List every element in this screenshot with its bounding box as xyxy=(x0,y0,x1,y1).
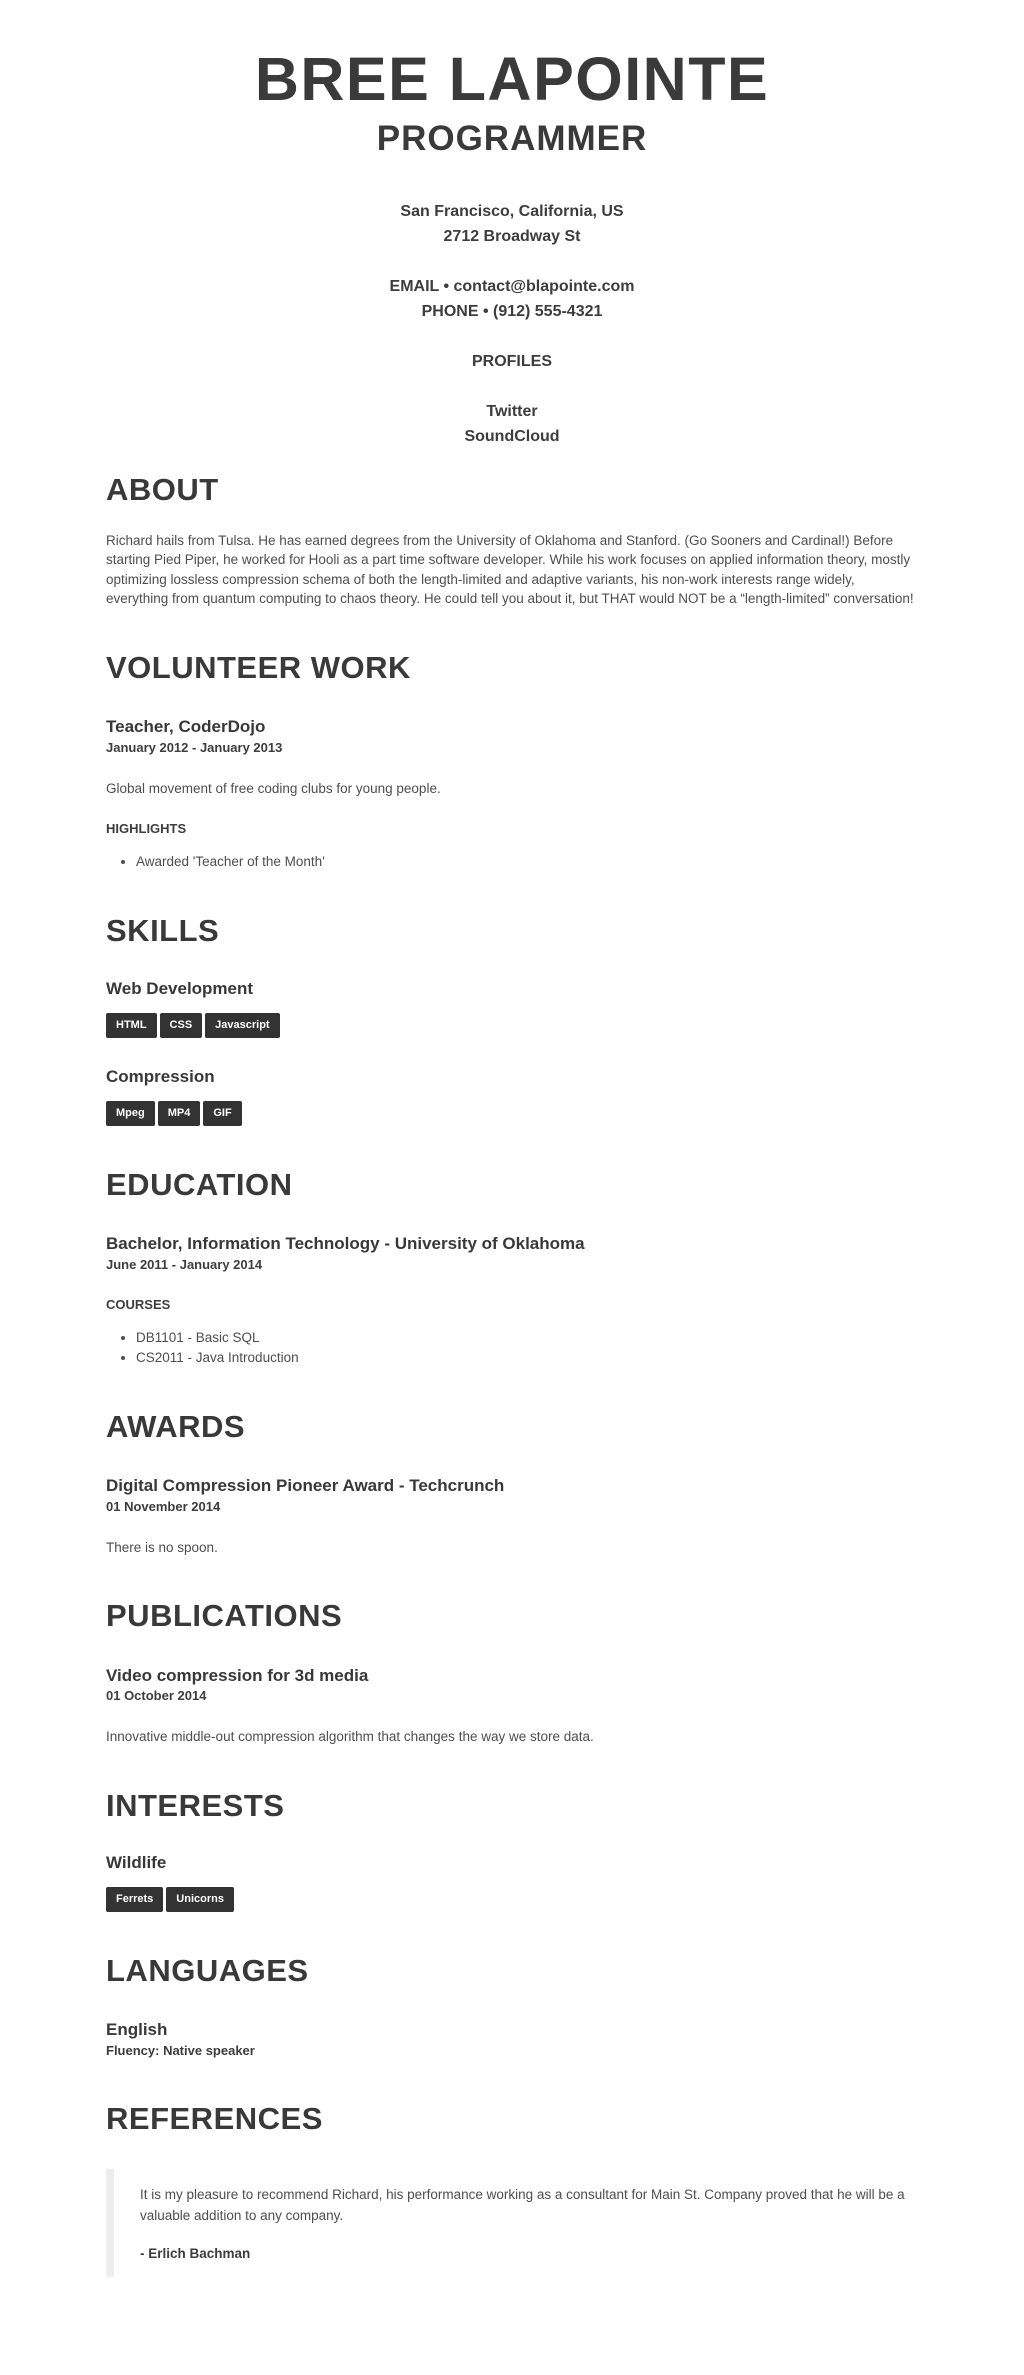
course-item: • DB1101 - Basic SQL xyxy=(136,1328,918,1348)
publication-name: Video compression for 3d media xyxy=(106,1665,369,1685)
interest-group-name: Wildlife xyxy=(106,1853,167,1873)
section-volunteer-work xyxy=(106,649,918,873)
skill-keywords xyxy=(106,1101,918,1126)
section-languages xyxy=(106,1952,918,2060)
skills-title: SKILLS xyxy=(106,913,220,949)
skill-keyword-tag: CSS xyxy=(160,1013,203,1038)
candidate-name: BREE LAPOINTE xyxy=(254,45,770,113)
address-lines xyxy=(106,199,918,249)
courses-list xyxy=(106,1328,918,1368)
highlights-list xyxy=(106,852,918,872)
education-title: EDUCATION xyxy=(106,1166,293,1202)
education-degree: Bachelor, Information Technology - University of Oklahoma xyxy=(106,1233,585,1253)
skill-keyword-tag: MP4 xyxy=(158,1101,201,1126)
volunteer-summary: Global movement of free coding clubs for young people. xyxy=(106,780,441,796)
skill-keywords xyxy=(106,1013,918,1038)
volunteer-position: Teacher, CoderDojo xyxy=(106,716,266,736)
skill-keyword-tag: GIF xyxy=(203,1101,241,1126)
highlight-item: • Awarded 'Teacher of the Month' xyxy=(136,852,918,872)
contact-block xyxy=(106,199,918,449)
volunteer-dates: January 2012 - January 2013 xyxy=(106,739,283,755)
languages-title: LANGUAGES xyxy=(106,1953,309,1989)
publications-title: PUBLICATIONS xyxy=(106,1598,343,1634)
volunteer-title: VOLUNTEER WORK xyxy=(106,649,411,685)
language-fluency: Fluency: Native speaker xyxy=(106,2043,255,2059)
publication-summary: Innovative middle-out compression algorithm that changes the way we store data. xyxy=(106,1729,594,1745)
award-summary: There is no spoon. xyxy=(106,1539,218,1555)
awards-title: AWARDS xyxy=(106,1408,246,1444)
candidate-role: PROGRAMMER xyxy=(376,119,648,159)
email-line: EMAIL • contact@blapointe.com xyxy=(389,278,635,296)
reference-quote-text: It is my pleasure to recommend Richard, his performance working as a consultant for Main St. Company proved that he will be a valuable addition to any company. xyxy=(140,2187,905,2223)
award-date: 01 November 2014 xyxy=(106,1498,221,1514)
skill-keyword-tag: HTML xyxy=(106,1013,157,1038)
section-education xyxy=(106,1166,918,1368)
profile-link-soundcloud[interactable]: SoundCloud xyxy=(464,428,560,446)
skill-keyword-tag: Javascript xyxy=(205,1013,279,1038)
skill-group-name: Web Development xyxy=(106,978,254,998)
section-awards xyxy=(106,1408,918,1558)
interests-title: INTERESTS xyxy=(106,1788,285,1824)
profiles-list xyxy=(106,399,918,449)
about-text: Richard hails from Tulsa. He has earned degrees from the University of Oklahoma and Stanford. (Go Sooners and Cardinal!) Before starting Pied Piper, he worked for Hooli as a part time software developer. While his work focuses on applied information theory, mostly optimizing lossless compression schema of both the length-limited and adaptive variants, his non-work interests range widely, everything from quantum computing to chaos theory. He could tell you about it, but THAT would NOT be a “length-limited” conversation! xyxy=(106,532,914,607)
interest-keywords xyxy=(106,1887,918,1912)
highlights-label: HIGHLIGHTS xyxy=(106,821,187,837)
skill-keyword-tag: Mpeg xyxy=(106,1101,155,1126)
about-title: ABOUT xyxy=(106,472,219,508)
references-title: REFERENCES xyxy=(106,2101,323,2137)
interest-keyword-tag: Unicorns xyxy=(166,1887,234,1912)
profile-link-twitter[interactable]: Twitter xyxy=(486,403,538,421)
courses-label: COURSES xyxy=(106,1296,171,1312)
resume-page xyxy=(106,0,918,2277)
section-about xyxy=(106,471,918,608)
section-skills xyxy=(106,912,918,1125)
interest-keyword-tag: Ferrets xyxy=(106,1887,163,1912)
award-name: Digital Compression Pioneer Award - Techcrunch xyxy=(106,1475,505,1495)
resume-header xyxy=(106,46,918,449)
location-line: San Francisco, California, US xyxy=(400,203,624,221)
publication-date: 01 October 2014 xyxy=(106,1688,207,1704)
profiles-label: PROFILES xyxy=(471,353,552,371)
section-interests xyxy=(106,1787,918,1912)
phone-line: PHONE • (912) 555-4321 xyxy=(421,303,603,321)
education-dates: June 2011 - January 2014 xyxy=(106,1256,263,1272)
contact-lines xyxy=(106,274,918,324)
skill-group-name: Compression xyxy=(106,1066,215,1086)
course-item: • CS2011 - Java Introduction xyxy=(136,1348,918,1368)
reference-quote xyxy=(106,2169,918,2277)
street-line: 2712 Broadway St xyxy=(443,228,581,246)
reference-signature: - Erlich Bachman xyxy=(140,2245,251,2261)
section-publications xyxy=(106,1597,918,1747)
language-name: English xyxy=(106,2020,168,2040)
section-references xyxy=(106,2100,918,2277)
